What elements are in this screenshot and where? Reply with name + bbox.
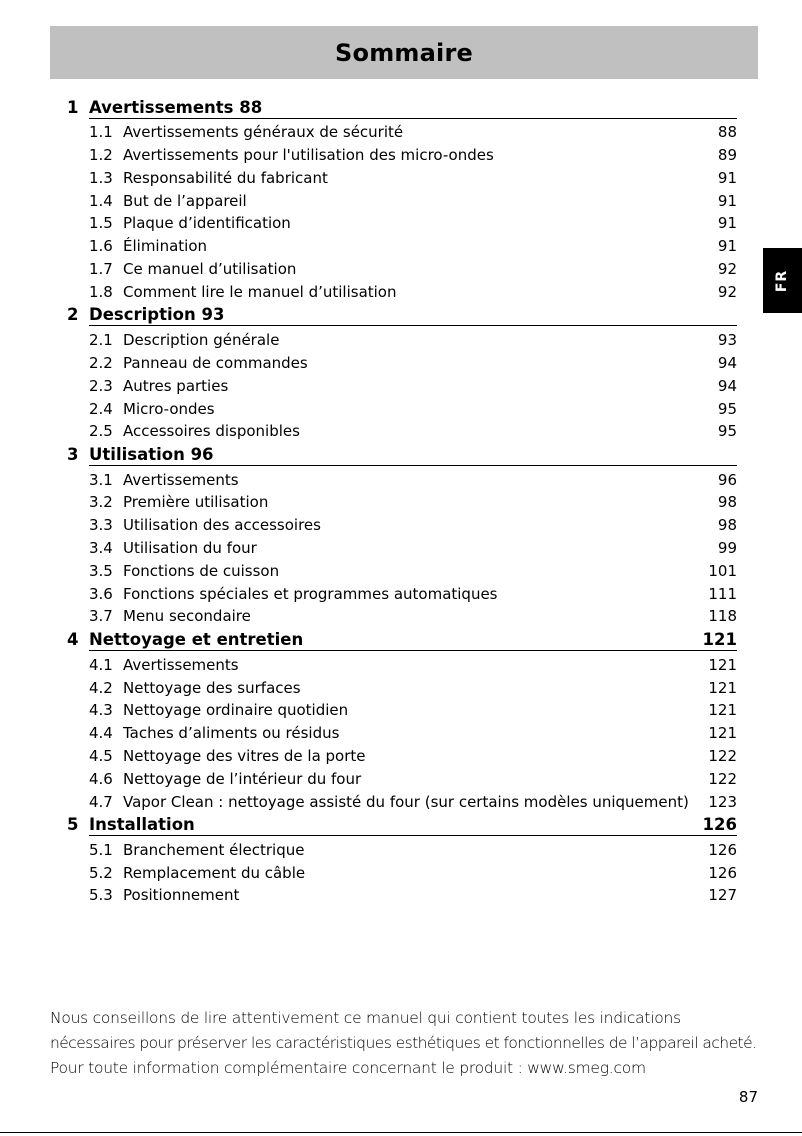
toc-entry-title: Taches d’aliments ou résidus: [123, 724, 340, 743]
toc-entry-title: Remplacement du câble: [123, 863, 306, 882]
toc-entry[interactable]: [89, 395, 737, 418]
bottom-rule: [0, 1132, 802, 1133]
toc-entry-page: 121: [708, 678, 737, 697]
toc-entry-page: 94: [717, 353, 737, 372]
toc-entry-number: 5.2: [89, 863, 113, 882]
toc-entry-title: Responsabilité du fabricant: [123, 168, 328, 187]
toc-section-items: [89, 118, 737, 301]
toc-entry-number: 1.3: [89, 168, 113, 187]
footer-line-3: Pour toute information complémentaire concernant le produit : www.smeg.com: [50, 1059, 646, 1077]
toc-entry-page: 121: [708, 701, 737, 720]
toc-entry-title: Vapor Clean : nettoyage assisté du four (sur certains modèles uniquement): [123, 792, 689, 811]
toc-entry-title: Fonctions de cuisson: [123, 561, 280, 580]
toc-entry-page: 122: [708, 746, 737, 765]
toc-entry[interactable]: [89, 418, 737, 441]
toc-entry-page: 118: [708, 607, 737, 626]
toc-entry[interactable]: [89, 557, 737, 580]
toc-section-heading: [66, 301, 737, 326]
toc-entry-number: 4.1: [89, 655, 113, 674]
toc-entry-page: 91: [717, 191, 737, 210]
toc-entry-number: 1.7: [89, 260, 113, 279]
toc-section-title: Description 93: [89, 305, 225, 325]
toc-entry[interactable]: [89, 232, 737, 255]
toc-entry-title: Autres parties: [123, 376, 229, 395]
toc-entry[interactable]: [89, 255, 737, 278]
toc-entry[interactable]: [89, 580, 737, 603]
toc-entry-page: 101: [708, 561, 737, 580]
toc-entry[interactable]: [89, 788, 737, 811]
toc-entry-number: 4.4: [89, 724, 113, 743]
toc-entry[interactable]: [89, 603, 737, 626]
toc-entry-title: Utilisation des accessoires: [123, 516, 321, 535]
table-of-contents: [66, 93, 737, 904]
toc-entry-title: Panneau de commandes: [123, 353, 308, 372]
toc-entry-number: 1.1: [89, 123, 113, 142]
toc-entry-number: 4.2: [89, 678, 113, 697]
toc-entry-page: 99: [717, 539, 737, 558]
toc-entry[interactable]: [89, 859, 737, 882]
toc-entry-number: 4.3: [89, 701, 113, 720]
title-banner: [50, 26, 758, 79]
toc-entry-number: 3.4: [89, 539, 113, 558]
toc-entry[interactable]: [89, 372, 737, 395]
toc-entry[interactable]: [89, 719, 737, 742]
toc-section-items: [89, 325, 737, 440]
toc-entry-page: 127: [708, 886, 737, 905]
footer-line-2: nécessaires pour préserver les caractéristiques esthétiques et fonctionnelles de l’appareil acheté.: [50, 1034, 757, 1052]
page-number: 87: [738, 1088, 758, 1106]
toc-section-items: [89, 465, 737, 626]
toc-entry-page: 91: [717, 237, 737, 256]
toc-entry-page: 126: [708, 840, 737, 859]
toc-entry[interactable]: [89, 697, 737, 720]
toc-entry-title: Plaque d’identification: [123, 214, 291, 233]
toc-section-page: 126: [702, 815, 737, 835]
toc-entry-number: 2.4: [89, 399, 113, 418]
toc-section-heading: [66, 625, 737, 650]
toc-entry-number: 4.6: [89, 769, 113, 788]
toc-entry-title: Nettoyage des vitres de la porte: [123, 746, 366, 765]
toc-entry-page: 94: [717, 376, 737, 395]
toc-entry[interactable]: [89, 141, 737, 164]
toc-entry[interactable]: [89, 651, 737, 674]
toc-section-number: 3: [67, 444, 79, 464]
toc-entry-page: 93: [717, 331, 737, 350]
toc-entry-page: 92: [717, 282, 737, 301]
toc-entry-page: 95: [717, 399, 737, 418]
toc-entry-page: 88: [717, 123, 737, 142]
toc-entry[interactable]: [89, 164, 737, 187]
toc-section-number: 2: [67, 305, 79, 325]
toc-entry-title: Nettoyage des surfaces: [123, 678, 301, 697]
toc-entry-number: 1.2: [89, 146, 113, 165]
toc-entry-title: Branchement électrique: [123, 840, 305, 859]
toc-entry-number: 4.7: [89, 792, 113, 811]
toc-entry-number: 2.5: [89, 422, 113, 441]
toc-entry-page: 98: [717, 493, 737, 512]
toc-section-title: Nettoyage et entretien: [89, 629, 304, 649]
toc-entry-number: 5.3: [89, 886, 113, 905]
toc-entry-page: 95: [717, 422, 737, 441]
toc-section-number: 5: [67, 815, 79, 835]
toc-entry-page: 96: [717, 470, 737, 489]
toc-entry-number: 2.3: [89, 376, 113, 395]
toc-section-items: [89, 650, 737, 811]
toc-section-heading: [66, 811, 737, 836]
toc-entry-page: 91: [717, 168, 737, 187]
toc-section-number: 1: [67, 97, 79, 117]
toc-entry-title: Micro-ondes: [123, 399, 215, 418]
toc-entry-page: 91: [717, 214, 737, 233]
footer-line-1: Nous conseillons de lire attentivement ce manuel qui contient toutes les indications: [50, 1009, 681, 1027]
toc-entry[interactable]: [89, 511, 737, 534]
toc-section-heading: [66, 93, 737, 118]
toc-entry-number: 3.7: [89, 607, 113, 626]
toc-entry-number: 1.8: [89, 282, 113, 301]
toc-entry-page: 111: [708, 584, 737, 603]
toc-entry-number: 1.4: [89, 191, 113, 210]
toc-entry-page: 98: [717, 516, 737, 535]
toc-entry-page: 123: [708, 792, 737, 811]
toc-section-page: 121: [702, 629, 737, 649]
toc-entry[interactable]: [89, 326, 737, 349]
language-tab: [763, 248, 802, 313]
toc-entry-title: Utilisation du four: [123, 539, 257, 558]
toc-entry-page: 126: [708, 863, 737, 882]
toc-entry-title: Menu secondaire: [123, 607, 251, 626]
toc-entry-title: Avertissements: [123, 470, 239, 489]
toc-section-title: Utilisation 96: [89, 444, 214, 464]
toc-entry-number: 3.1: [89, 470, 113, 489]
toc-entry-title: Fonctions spéciales et programmes automatiques: [123, 584, 498, 603]
toc-entry-title: Élimination: [123, 237, 208, 256]
toc-entry-page: 121: [708, 655, 737, 674]
toc-entry-number: 3.6: [89, 584, 113, 603]
toc-entry-title: Avertissements généraux de sécurité: [123, 123, 404, 142]
toc-entry[interactable]: [89, 836, 737, 859]
toc-entry[interactable]: [89, 466, 737, 489]
toc-entry-number: 1.6: [89, 237, 113, 256]
toc-entry-title: Comment lire le manuel d’utilisation: [123, 282, 397, 301]
toc-entry-title: Positionnement: [123, 886, 240, 905]
toc-entry[interactable]: [89, 882, 737, 905]
toc-entry-page: 121: [708, 724, 737, 743]
toc-section-heading: [66, 440, 737, 465]
toc-entry-page: 92: [717, 260, 737, 279]
toc-entry[interactable]: [89, 119, 737, 142]
toc-section-number: 4: [67, 629, 79, 649]
toc-entry[interactable]: [89, 278, 737, 301]
toc-entry[interactable]: [89, 674, 737, 697]
toc-entry[interactable]: [89, 349, 737, 372]
toc-section-items: [89, 835, 737, 904]
toc-entry-title: Avertissements: [123, 655, 239, 674]
toc-entry-title: Accessoires disponibles: [123, 422, 300, 441]
toc-entry-page: 122: [708, 769, 737, 788]
toc-entry-number: 4.5: [89, 746, 113, 765]
toc-entry[interactable]: [89, 187, 737, 210]
toc-entry-number: 5.1: [89, 840, 113, 859]
toc-entry-number: 1.5: [89, 214, 113, 233]
toc-entry-number: 2.1: [89, 331, 113, 350]
toc-entry-page: 89: [717, 146, 737, 165]
language-tab-label: FR: [774, 269, 791, 292]
toc-entry[interactable]: [89, 765, 737, 788]
toc-entry-title: Nettoyage de l’intérieur du four: [123, 769, 362, 788]
toc-entry-number: 3.2: [89, 493, 113, 512]
toc-entry[interactable]: [89, 742, 737, 765]
footer-note: [50, 1006, 780, 1081]
toc-entry-number: 2.2: [89, 353, 113, 372]
toc-section-title: Avertissements 88: [89, 97, 263, 117]
toc-entry[interactable]: [89, 534, 737, 557]
toc-entry[interactable]: [89, 489, 737, 512]
page-title: Sommaire: [335, 38, 473, 67]
toc-entry-number: 3.5: [89, 561, 113, 580]
toc-entry-title: Ce manuel d’utilisation: [123, 260, 297, 279]
toc-entry-number: 3.3: [89, 516, 113, 535]
toc-entry-title: Première utilisation: [123, 493, 269, 512]
toc-section-title: Installation: [89, 815, 195, 835]
toc-entry-title: Avertissements pour l'utilisation des micro-ondes: [123, 146, 494, 165]
toc-entry-title: Nettoyage ordinaire quotidien: [123, 701, 349, 720]
toc-entry-title: But de l’appareil: [123, 191, 247, 210]
toc-entry-title: Description générale: [123, 331, 280, 350]
toc-entry[interactable]: [89, 210, 737, 233]
